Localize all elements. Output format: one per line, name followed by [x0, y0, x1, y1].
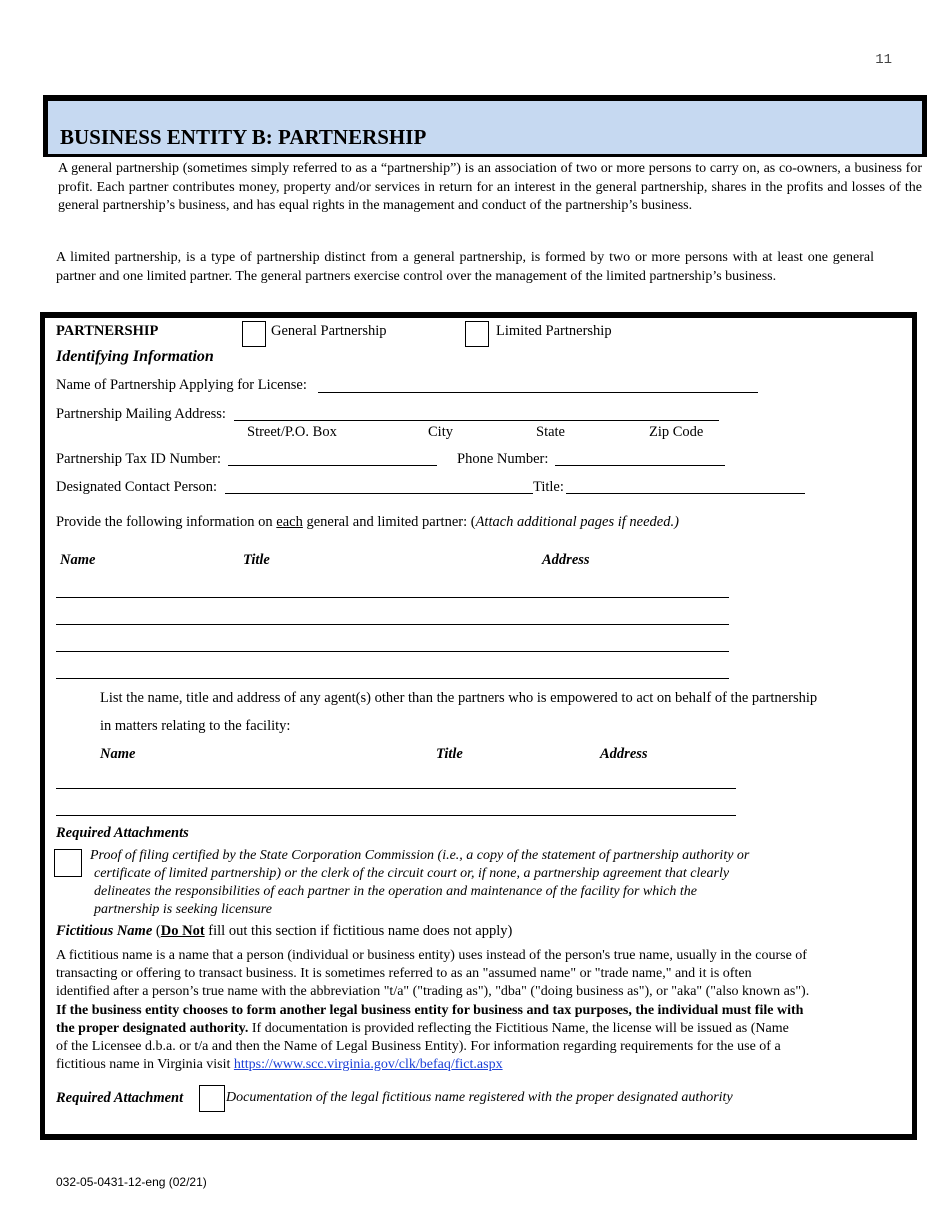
agent-instruction-line1: List the name, title and address of any agent(s) other than the partners who is empowered to act on behalf of the partnership — [100, 690, 818, 706]
agent-name-column: Name — [100, 746, 136, 762]
zip-caption: Zip Code — [649, 424, 704, 440]
partner-entry-line[interactable] — [56, 651, 729, 652]
partnership-label: PARTNERSHIP — [56, 323, 159, 339]
limited-partnership-description: A limited partnership, is a type of partnership distinct from a general partnership, is formed by two or more persons with at least one general partner and one limited partner. The general partners exercise control over the management of the limited partnership’s business. — [56, 250, 874, 284]
proof-of-filing-checkbox[interactable] — [54, 849, 82, 877]
required-attachment-label: Required Attachment — [56, 1090, 184, 1106]
general-partnership-description: A general partnership (sometimes simply referred to as a “partnership”) is an association of two or more persons to carry on, as co-owners, a business for profit. Each partner contributes money, property and/or services in return for an interest in the general partnership, shares in the profits and losses of the general partnership’s business, and has equal rights in the management and conduct of the partnership’s business. — [58, 161, 922, 213]
tax-id-field[interactable] — [228, 465, 437, 466]
contact-title-field[interactable] — [566, 493, 805, 494]
general-partnership-option: General Partnership — [271, 323, 387, 339]
required-attachments-heading: Required Attachments — [56, 825, 189, 841]
fictitious-documentation-checkbox[interactable] — [199, 1085, 225, 1112]
fictitious-name-description: A fictitious name is a name that a person (individual or business entity) uses instead of the person's true name, usually in the course of transacting or offering to transact business. It is sometimes referred to as an "assumed name" or "trade name," and it is often identified after a person’s true name with the abbreviation "t/a" ("trading as"), "dba" ("doing business as"), or "aka" ("also known as"). If the business entity chooses to form another legal business entity for business and tax purposes, the individual must file with the proper designated authority. If documentation is provided reflecting the Fictitious Name, the license will be issued as (Name of the Licensee d.b.a. or t/a and then the Name of Legal Business Entity). For information regarding requirements for the use of a fictitious name in Virginia visit https://www.scc.virginia.gov/clk/befaq/fict.aspx — [56, 948, 810, 1073]
partner-name-column: Name — [60, 552, 96, 568]
contact-title-label: Title: — [533, 479, 564, 495]
partner-entry-line[interactable] — [56, 678, 729, 679]
partner-instruction: Provide the following information on each general and limited partner: (Attach additional pages if needed.) — [56, 514, 679, 530]
general-partnership-checkbox[interactable] — [242, 321, 266, 347]
form-code: 032-05-0431-12-eng (02/21) — [56, 1175, 207, 1189]
partner-title-column: Title — [243, 552, 270, 568]
contact-person-label: Designated Contact Person: — [56, 479, 218, 495]
proof-of-filing-text: Proof of filing certified by the State Corporation Commission (i.e., a copy of the statement of partnership authority or certificate of limited partnership) or the clerk of the circuit court or, if none, a partnership agreement that clearly delineates the responsibilities of each partner in the operation and maintenance of the facility for which the partnership is seeking licensure — [90, 848, 750, 917]
phone-field[interactable] — [555, 465, 725, 466]
state-caption: State — [536, 424, 565, 440]
city-caption: City — [428, 424, 453, 440]
phone-label: Phone Number: — [457, 451, 549, 467]
partnership-name-label: Name of Partnership Applying for License: — [56, 377, 307, 393]
contact-person-field[interactable] — [225, 493, 533, 494]
fictitious-name-heading: Fictitious Name (Do Not fill out this section if fictitious name does not apply) — [56, 923, 513, 939]
limited-partnership-checkbox[interactable] — [465, 321, 489, 347]
fictitious-name-link[interactable]: https://www.scc.virginia.gov/clk/befaq/fict.aspx — [233, 1057, 503, 1073]
mailing-address-field[interactable] — [234, 420, 719, 421]
mailing-address-label: Partnership Mailing Address: — [56, 406, 226, 422]
agent-entry-line[interactable] — [56, 815, 736, 816]
partner-address-column: Address — [542, 552, 590, 568]
section-header — [43, 95, 927, 157]
limited-partnership-option: Limited Partnership — [496, 323, 612, 339]
partnership-name-field[interactable] — [318, 392, 758, 393]
section-title: BUSINESS ENTITY B: PARTNERSHIP — [60, 125, 427, 149]
agent-address-column: Address — [600, 746, 648, 762]
agent-entry-line[interactable] — [56, 788, 736, 789]
required-attachment-text: Documentation of the legal fictitious name registered with the proper designated authority — [226, 1090, 733, 1105]
street-caption: Street/P.O. Box — [247, 424, 337, 440]
page-number: 11 — [875, 52, 892, 68]
agent-title-column: Title — [436, 746, 463, 762]
agent-instruction-line2: in matters relating to the facility: — [100, 718, 291, 734]
tax-id-label: Partnership Tax ID Number: — [56, 451, 222, 467]
partner-entry-line[interactable] — [56, 624, 729, 625]
partner-entry-line[interactable] — [56, 597, 729, 598]
identifying-information-heading: Identifying Information — [56, 348, 214, 365]
